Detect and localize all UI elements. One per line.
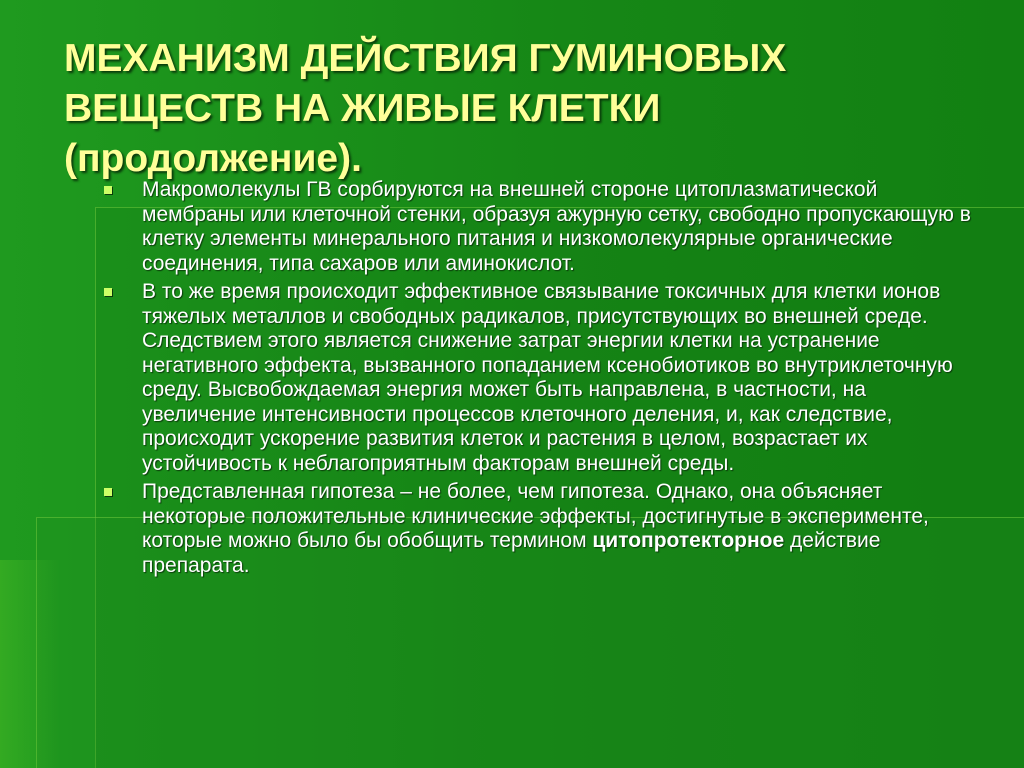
bold-term: цитопротекторное [592, 529, 785, 552]
bullet-item [104, 280, 984, 476]
square-bullet-icon [104, 488, 112, 496]
bullet-text: В то же время происходит эффективное связывание токсичных для клетки ионов тяжелых металлов и свободных радикалов, присутствующих во внешней среде. Следствием этого является снижение затрат энергии клетки на устранение негативного эффекта, вызванного попаданием ксенобиотиков во внутриклеточную среду. Высвобождаемая энергия может быть направлена, в частности, на увеличение интенсивности процессов клеточного деления, и, как следствие, происходит ускорение развития клеток и растения в целом, возрастает их устойчивость к неблагоприятным факторам внешней среды. [142, 280, 953, 475]
decorative-glow [0, 560, 60, 768]
bullet-text-start: Представленная гипотеза – не более, чем гипотеза. Однако, она объясняет некоторые положительные клинические эффекты, достигнутые в эксперименте, которые можно было бы обобщить термином [142, 480, 929, 552]
bullet-text [142, 480, 929, 577]
bullet-item [104, 480, 984, 578]
bullet-item [104, 178, 984, 276]
square-bullet-icon [104, 288, 112, 296]
title-line: МЕХАНИЗМ ДЕЙСТВИЯ ГУМИНОВЫХ [64, 37, 787, 80]
bullet-text: Макромолекулы ГВ сорбируются на внешней стороне цитоплазматической мембраны или клеточной стенки, образуя ажурную сетку, свободно пропускающую в клетку элементы минерального питания и низкомолекулярные органические соединения, типа сахаров или аминокислот. [142, 178, 971, 275]
bullet-list [104, 178, 984, 582]
bullet-text-end: действие препарата. [142, 529, 881, 577]
title-line: (продолжение). [64, 137, 362, 180]
title-line: ВЕЩЕСТВ НА ЖИВЫЕ КЛЕТКИ [64, 87, 661, 130]
slide-title [64, 34, 964, 184]
square-bullet-icon [104, 186, 112, 194]
